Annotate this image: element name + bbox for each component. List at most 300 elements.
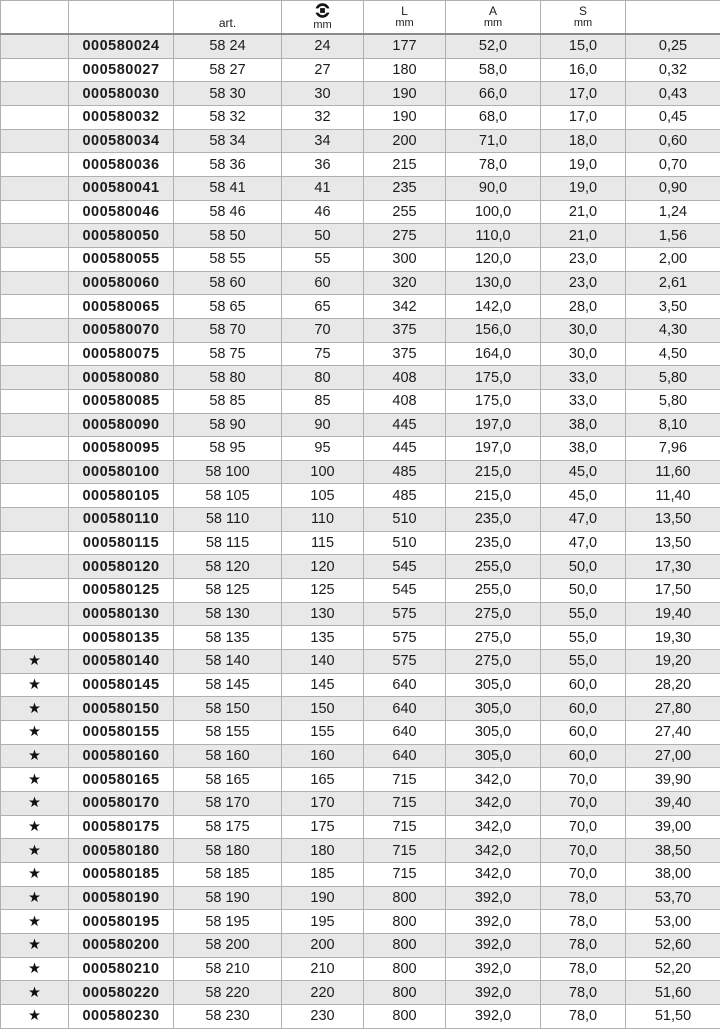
table-row <box>1 129 720 153</box>
table-row <box>1 697 720 721</box>
dim-a-mm-cell: 392,0 <box>446 910 541 934</box>
dim-s-mm-cell: 33,0 <box>541 366 626 390</box>
dim-a-mm-cell: 66,0 <box>446 82 541 106</box>
table-row <box>1 1004 720 1028</box>
dim-s-mm-cell: 33,0 <box>541 389 626 413</box>
ean-number-cell: 000580115 <box>69 531 174 555</box>
star-cell <box>1 957 69 981</box>
star-cell <box>1 224 69 248</box>
dim-a-mm-cell: 142,0 <box>446 295 541 319</box>
article-number-cell: 58 75 <box>174 342 282 366</box>
header-a-column <box>446 1 541 35</box>
ean-number-cell: 000580080 <box>69 366 174 390</box>
table-row <box>1 318 720 342</box>
dim-s-mm-cell: 70,0 <box>541 815 626 839</box>
length-mm-cell: 190 <box>364 82 446 106</box>
weight-cell: 53,70 <box>626 886 720 910</box>
dim-s-mm-cell: 60,0 <box>541 744 626 768</box>
star-cell <box>1 768 69 792</box>
ean-number-cell: 000580190 <box>69 886 174 910</box>
star-cell <box>1 413 69 437</box>
size-mm-cell: 230 <box>282 1004 364 1028</box>
dim-a-mm-cell: 342,0 <box>446 815 541 839</box>
star-icon: ★ <box>28 961 41 977</box>
size-mm-cell: 200 <box>282 933 364 957</box>
dim-a-mm-cell: 342,0 <box>446 862 541 886</box>
article-number-cell: 58 130 <box>174 602 282 626</box>
length-mm-cell: 800 <box>364 933 446 957</box>
article-number-cell: 58 27 <box>174 58 282 82</box>
dim-s-mm-cell: 70,0 <box>541 839 626 863</box>
ean-number-cell: 000580055 <box>69 247 174 271</box>
length-mm-cell: 575 <box>364 650 446 674</box>
weight-cell: 2,00 <box>626 247 720 271</box>
star-icon: ★ <box>28 819 41 835</box>
length-mm-cell: 342 <box>364 295 446 319</box>
dim-s-mm-cell: 17,0 <box>541 82 626 106</box>
dim-s-mm-cell: 16,0 <box>541 58 626 82</box>
weight-cell: 0,90 <box>626 176 720 200</box>
table-row <box>1 910 720 934</box>
table-body <box>1 34 720 1028</box>
size-mm-cell: 75 <box>282 342 364 366</box>
star-cell <box>1 555 69 579</box>
table-row <box>1 768 720 792</box>
length-mm-cell: 800 <box>364 981 446 1005</box>
length-mm-cell: 275 <box>364 224 446 248</box>
dim-a-mm-cell: 164,0 <box>446 342 541 366</box>
length-unit-label: mm <box>395 17 413 29</box>
dim-a-mm-cell: 235,0 <box>446 508 541 532</box>
weight-cell: 0,60 <box>626 129 720 153</box>
star-icon: ★ <box>28 1008 41 1024</box>
ean-number-cell: 000580090 <box>69 413 174 437</box>
size-mm-cell: 115 <box>282 531 364 555</box>
article-number-cell: 58 46 <box>174 200 282 224</box>
ean-number-cell: 000580060 <box>69 271 174 295</box>
star-cell <box>1 839 69 863</box>
dim-a-mm-cell: 305,0 <box>446 697 541 721</box>
ean-number-cell: 000580195 <box>69 910 174 934</box>
ean-number-cell: 000580034 <box>69 129 174 153</box>
size-mm-cell: 27 <box>282 58 364 82</box>
weight-cell: 52,60 <box>626 933 720 957</box>
ean-number-cell: 000580030 <box>69 82 174 106</box>
star-icon: ★ <box>28 914 41 930</box>
size-mm-cell: 160 <box>282 744 364 768</box>
star-cell <box>1 82 69 106</box>
size-mm-cell: 50 <box>282 224 364 248</box>
article-number-cell: 58 140 <box>174 650 282 674</box>
size-mm-cell: 55 <box>282 247 364 271</box>
header-art-column <box>174 1 282 35</box>
weight-cell: 51,50 <box>626 1004 720 1028</box>
weight-cell: 4,50 <box>626 342 720 366</box>
ean-number-cell: 000580180 <box>69 839 174 863</box>
table-row <box>1 342 720 366</box>
size-mm-cell: 185 <box>282 862 364 886</box>
ean-number-cell: 000580036 <box>69 153 174 177</box>
star-cell <box>1 271 69 295</box>
size-mm-cell: 145 <box>282 673 364 697</box>
star-cell <box>1 815 69 839</box>
star-cell <box>1 531 69 555</box>
dim-s-mm-cell: 47,0 <box>541 531 626 555</box>
dim-a-mm-cell: 215,0 <box>446 460 541 484</box>
dim-a-mm-cell: 71,0 <box>446 129 541 153</box>
dim-s-mm-cell: 78,0 <box>541 981 626 1005</box>
length-mm-cell: 255 <box>364 200 446 224</box>
table-row <box>1 200 720 224</box>
length-mm-cell: 640 <box>364 673 446 697</box>
star-cell <box>1 792 69 816</box>
dim-a-mm-cell: 58,0 <box>446 58 541 82</box>
article-number-cell: 58 41 <box>174 176 282 200</box>
star-cell <box>1 460 69 484</box>
dim-s-mm-cell: 60,0 <box>541 697 626 721</box>
size-mm-cell: 90 <box>282 413 364 437</box>
dim-a-mm-cell: 392,0 <box>446 886 541 910</box>
size-mm-cell: 60 <box>282 271 364 295</box>
table-row <box>1 626 720 650</box>
table-row <box>1 555 720 579</box>
dim-a-mm-cell: 275,0 <box>446 602 541 626</box>
article-number-cell: 58 70 <box>174 318 282 342</box>
header-weight-column <box>626 1 720 35</box>
dim-a-mm-cell: 342,0 <box>446 792 541 816</box>
length-mm-cell: 510 <box>364 531 446 555</box>
star-icon: ★ <box>28 772 41 788</box>
star-cell <box>1 981 69 1005</box>
star-cell <box>1 176 69 200</box>
ean-number-cell: 000580125 <box>69 579 174 603</box>
dim-a-mm-cell: 305,0 <box>446 744 541 768</box>
dim-a-mm-cell: 90,0 <box>446 176 541 200</box>
star-cell <box>1 673 69 697</box>
dim-s-mm-cell: 18,0 <box>541 129 626 153</box>
dim-s-mm-cell: 38,0 <box>541 413 626 437</box>
length-mm-cell: 715 <box>364 815 446 839</box>
weight-cell: 51,60 <box>626 981 720 1005</box>
star-icon: ★ <box>28 890 41 906</box>
article-number-cell: 58 170 <box>174 792 282 816</box>
size-mm-cell: 130 <box>282 602 364 626</box>
size-mm-cell: 190 <box>282 886 364 910</box>
dim-a-mm-cell: 175,0 <box>446 366 541 390</box>
table-row <box>1 366 720 390</box>
star-cell <box>1 697 69 721</box>
dim-a-mm-cell: 275,0 <box>446 626 541 650</box>
length-mm-cell: 715 <box>364 862 446 886</box>
header-size-column <box>282 1 364 35</box>
dim-s-mm-cell: 21,0 <box>541 224 626 248</box>
star-cell <box>1 366 69 390</box>
dim-a-mm-cell: 156,0 <box>446 318 541 342</box>
star-cell <box>1 626 69 650</box>
article-number-cell: 58 65 <box>174 295 282 319</box>
weight-cell: 2,61 <box>626 271 720 295</box>
star-cell <box>1 389 69 413</box>
dim-s-mm-cell: 70,0 <box>541 792 626 816</box>
length-mm-cell: 300 <box>364 247 446 271</box>
weight-cell: 0,43 <box>626 82 720 106</box>
ean-number-cell: 000580105 <box>69 484 174 508</box>
table-row <box>1 862 720 886</box>
ean-number-cell: 000580100 <box>69 460 174 484</box>
dim-a-mm-cell: 235,0 <box>446 531 541 555</box>
dim-s-mm-cell: 70,0 <box>541 862 626 886</box>
length-mm-cell: 408 <box>364 389 446 413</box>
ean-number-cell: 000580185 <box>69 862 174 886</box>
dim-a-mm-cell: 175,0 <box>446 389 541 413</box>
weight-cell: 0,45 <box>626 105 720 129</box>
size-mm-cell: 100 <box>282 460 364 484</box>
dim-a-mm-cell: 275,0 <box>446 650 541 674</box>
dim-a-mm-cell: 130,0 <box>446 271 541 295</box>
weight-cell: 38,50 <box>626 839 720 863</box>
dim-s-mm-cell: 45,0 <box>541 460 626 484</box>
table-row <box>1 389 720 413</box>
weight-cell: 5,80 <box>626 366 720 390</box>
star-cell <box>1 318 69 342</box>
dim-a-mm-cell: 197,0 <box>446 413 541 437</box>
weight-cell: 0,25 <box>626 34 720 58</box>
star-icon: ★ <box>28 701 41 717</box>
star-icon: ★ <box>28 937 41 953</box>
dim-a-mm-cell: 215,0 <box>446 484 541 508</box>
size-mm-cell: 32 <box>282 105 364 129</box>
size-mm-cell: 195 <box>282 910 364 934</box>
length-mm-cell: 800 <box>364 1004 446 1028</box>
star-cell <box>1 1004 69 1028</box>
table-row <box>1 295 720 319</box>
length-mm-cell: 715 <box>364 792 446 816</box>
table-row <box>1 721 720 745</box>
table-row <box>1 34 720 58</box>
dim-a-mm-cell: 100,0 <box>446 200 541 224</box>
size-unit-label: mm <box>313 19 331 31</box>
dim-a-mm-cell: 392,0 <box>446 981 541 1005</box>
s-unit-label: mm <box>574 17 592 29</box>
article-number-cell: 58 50 <box>174 224 282 248</box>
article-number-cell: 58 155 <box>174 721 282 745</box>
star-cell <box>1 602 69 626</box>
size-mm-cell: 41 <box>282 176 364 200</box>
length-mm-cell: 640 <box>364 744 446 768</box>
ean-number-cell: 000580070 <box>69 318 174 342</box>
star-cell <box>1 247 69 271</box>
weight-cell: 27,80 <box>626 697 720 721</box>
s-column-label: S <box>579 5 587 17</box>
length-mm-cell: 640 <box>364 721 446 745</box>
article-number-cell: 58 120 <box>174 555 282 579</box>
star-icon: ★ <box>28 985 41 1001</box>
size-mm-cell: 110 <box>282 508 364 532</box>
dim-a-mm-cell: 197,0 <box>446 437 541 461</box>
weight-cell: 7,96 <box>626 437 720 461</box>
article-number-cell: 58 150 <box>174 697 282 721</box>
length-mm-cell: 235 <box>364 176 446 200</box>
size-mm-cell: 170 <box>282 792 364 816</box>
weight-cell: 8,10 <box>626 413 720 437</box>
length-mm-cell: 800 <box>364 957 446 981</box>
weight-cell: 17,50 <box>626 579 720 603</box>
length-column-label: L <box>401 5 408 17</box>
length-mm-cell: 445 <box>364 437 446 461</box>
weight-cell: 4,30 <box>626 318 720 342</box>
length-mm-cell: 575 <box>364 626 446 650</box>
ean-number-cell: 000580200 <box>69 933 174 957</box>
ean-number-cell: 000580175 <box>69 815 174 839</box>
dim-s-mm-cell: 78,0 <box>541 1004 626 1028</box>
table-row <box>1 815 720 839</box>
article-number-cell: 58 135 <box>174 626 282 650</box>
length-mm-cell: 545 <box>364 579 446 603</box>
dim-s-mm-cell: 15,0 <box>541 34 626 58</box>
length-mm-cell: 545 <box>364 555 446 579</box>
table-row <box>1 413 720 437</box>
table-row <box>1 460 720 484</box>
article-number-cell: 58 95 <box>174 437 282 461</box>
dim-s-mm-cell: 78,0 <box>541 933 626 957</box>
size-mm-cell: 34 <box>282 129 364 153</box>
dim-s-mm-cell: 23,0 <box>541 247 626 271</box>
weight-cell: 28,20 <box>626 673 720 697</box>
dim-a-mm-cell: 255,0 <box>446 555 541 579</box>
length-mm-cell: 485 <box>364 484 446 508</box>
weight-cell: 19,20 <box>626 650 720 674</box>
size-mm-cell: 30 <box>282 82 364 106</box>
size-mm-cell: 210 <box>282 957 364 981</box>
dim-s-mm-cell: 50,0 <box>541 555 626 579</box>
ean-number-cell: 000580024 <box>69 34 174 58</box>
table-row <box>1 886 720 910</box>
dim-a-mm-cell: 52,0 <box>446 34 541 58</box>
length-mm-cell: 200 <box>364 129 446 153</box>
ean-number-cell: 000580230 <box>69 1004 174 1028</box>
table-row <box>1 484 720 508</box>
table-row <box>1 153 720 177</box>
dim-a-mm-cell: 68,0 <box>446 105 541 129</box>
ean-number-cell: 000580210 <box>69 957 174 981</box>
size-mm-cell: 120 <box>282 555 364 579</box>
size-mm-cell: 105 <box>282 484 364 508</box>
ean-number-cell: 000580220 <box>69 981 174 1005</box>
size-mm-cell: 165 <box>282 768 364 792</box>
ean-number-cell: 000580170 <box>69 792 174 816</box>
star-icon: ★ <box>28 653 41 669</box>
article-number-cell: 58 125 <box>174 579 282 603</box>
a-unit-label: mm <box>484 17 502 29</box>
dim-s-mm-cell: 17,0 <box>541 105 626 129</box>
length-mm-cell: 445 <box>364 413 446 437</box>
table-row <box>1 957 720 981</box>
star-icon: ★ <box>28 843 41 859</box>
weight-cell: 38,00 <box>626 862 720 886</box>
star-cell <box>1 129 69 153</box>
weight-cell: 0,70 <box>626 153 720 177</box>
table-row <box>1 650 720 674</box>
table-row <box>1 981 720 1005</box>
dim-s-mm-cell: 19,0 <box>541 153 626 177</box>
ean-number-cell: 000580110 <box>69 508 174 532</box>
weight-cell: 27,00 <box>626 744 720 768</box>
dim-s-mm-cell: 23,0 <box>541 271 626 295</box>
table-row <box>1 933 720 957</box>
article-number-cell: 58 145 <box>174 673 282 697</box>
dim-a-mm-cell: 342,0 <box>446 839 541 863</box>
star-cell <box>1 295 69 319</box>
weight-cell: 1,56 <box>626 224 720 248</box>
dim-s-mm-cell: 55,0 <box>541 650 626 674</box>
article-number-cell: 58 36 <box>174 153 282 177</box>
wrench-size-icon <box>315 3 330 18</box>
dim-s-mm-cell: 55,0 <box>541 602 626 626</box>
article-number-cell: 58 165 <box>174 768 282 792</box>
dim-a-mm-cell: 392,0 <box>446 957 541 981</box>
article-number-cell: 58 105 <box>174 484 282 508</box>
length-mm-cell: 575 <box>364 602 446 626</box>
weight-cell: 11,60 <box>626 460 720 484</box>
article-number-cell: 58 90 <box>174 413 282 437</box>
weight-cell: 39,00 <box>626 815 720 839</box>
star-cell <box>1 200 69 224</box>
size-mm-cell: 155 <box>282 721 364 745</box>
header-length-column <box>364 1 446 35</box>
ean-number-cell: 000580050 <box>69 224 174 248</box>
weight-cell: 13,50 <box>626 531 720 555</box>
size-mm-cell: 180 <box>282 839 364 863</box>
header-s-column <box>541 1 626 35</box>
dim-s-mm-cell: 55,0 <box>541 626 626 650</box>
dim-a-mm-cell: 305,0 <box>446 721 541 745</box>
weight-cell: 27,40 <box>626 721 720 745</box>
star-cell <box>1 886 69 910</box>
weight-cell: 19,30 <box>626 626 720 650</box>
size-mm-cell: 135 <box>282 626 364 650</box>
dim-a-mm-cell: 255,0 <box>446 579 541 603</box>
size-mm-cell: 65 <box>282 295 364 319</box>
ean-number-cell: 000580160 <box>69 744 174 768</box>
star-cell <box>1 721 69 745</box>
ean-number-cell: 000580046 <box>69 200 174 224</box>
table-row <box>1 579 720 603</box>
star-cell <box>1 437 69 461</box>
art-column-label: art. <box>219 17 236 29</box>
dim-a-mm-cell: 392,0 <box>446 933 541 957</box>
article-number-cell: 58 55 <box>174 247 282 271</box>
table-row <box>1 531 720 555</box>
ean-number-cell: 000580165 <box>69 768 174 792</box>
table-row <box>1 82 720 106</box>
weight-cell: 0,32 <box>626 58 720 82</box>
article-number-cell: 58 175 <box>174 815 282 839</box>
weight-cell: 11,40 <box>626 484 720 508</box>
dim-s-mm-cell: 60,0 <box>541 673 626 697</box>
length-mm-cell: 510 <box>364 508 446 532</box>
size-mm-cell: 85 <box>282 389 364 413</box>
dim-s-mm-cell: 50,0 <box>541 579 626 603</box>
article-number-cell: 58 180 <box>174 839 282 863</box>
ean-number-cell: 000580130 <box>69 602 174 626</box>
weight-cell: 1,24 <box>626 200 720 224</box>
ean-number-cell: 000580140 <box>69 650 174 674</box>
length-mm-cell: 800 <box>364 886 446 910</box>
weight-cell: 13,50 <box>626 508 720 532</box>
dim-s-mm-cell: 78,0 <box>541 886 626 910</box>
size-mm-cell: 125 <box>282 579 364 603</box>
article-number-cell: 58 195 <box>174 910 282 934</box>
